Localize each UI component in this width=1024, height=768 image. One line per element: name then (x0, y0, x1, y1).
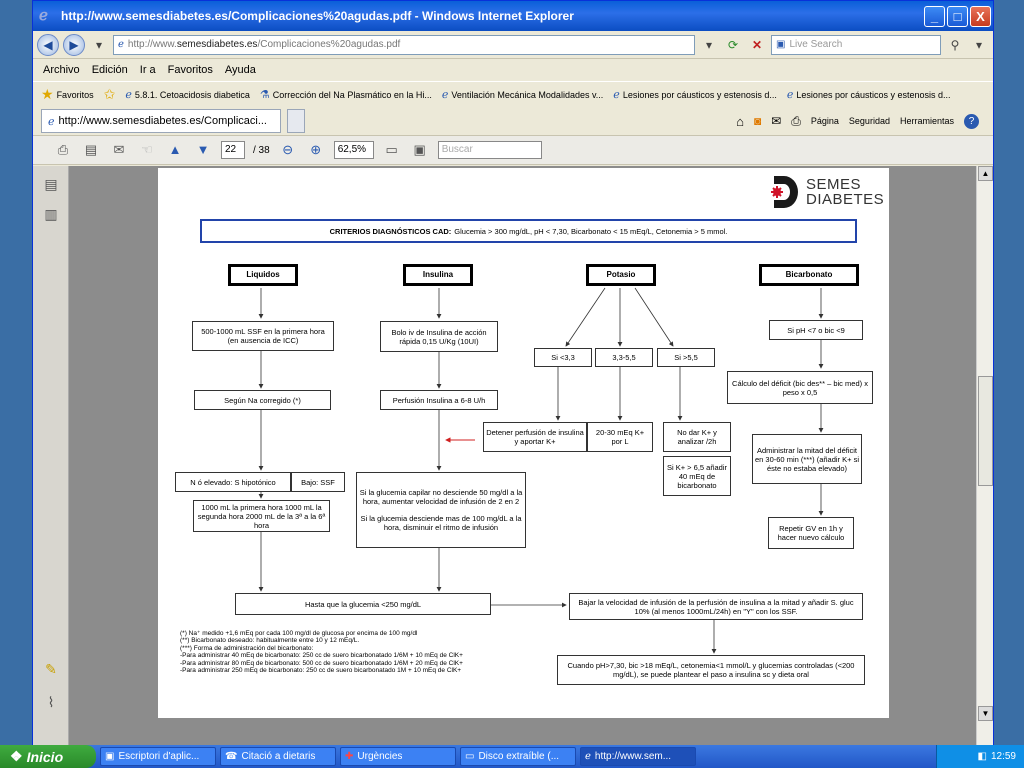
search-input[interactable] (771, 35, 941, 55)
page-icon: ℯ (613, 89, 620, 101)
back-icon[interactable]: ◀ (37, 34, 59, 56)
live-search-icon: ▣ (776, 39, 786, 50)
app-icon: ▣ (105, 751, 115, 762)
clock[interactable]: 12:59 (990, 751, 1016, 762)
pdf-search-input[interactable]: Buscar (438, 141, 542, 159)
taskbar-label: Escriptori d'aplic... (118, 751, 200, 762)
title-bar[interactable] (33, 1, 993, 31)
tools-menu[interactable]: Herramientas (899, 116, 954, 126)
fit-width-icon[interactable]: ▣ (413, 142, 426, 157)
scroll-thumb[interactable] (978, 376, 993, 486)
logo-line1: SEMES (806, 176, 862, 193)
insulina-step3a: Si la glucemia capilar no desciende 50 mg/dl a la hora, aumentar velocidad de infusión de 2 en 2 (359, 488, 523, 506)
taskbar (0, 745, 1024, 768)
refresh-icon[interactable]: ⟳ (727, 37, 739, 52)
hand-tool-icon[interactable]: ☜ (141, 142, 153, 157)
bicarbonato-step1: Si pH <7 o bic <9 (769, 320, 863, 340)
page-menu[interactable]: Página (810, 116, 839, 126)
save-icon[interactable]: ▤ (84, 142, 98, 157)
drive-icon: ▭ (465, 751, 475, 762)
insulina-step2: Perfusión Insulina a 6-8 U/h (380, 390, 498, 410)
criteria-text: Glucemia > 300 mg/dL, pH < 7,30, Bicarbonato < 15 mEq/L, Cetonemia > 5 mmol. (454, 226, 728, 236)
menu-archivo[interactable]: Archivo (43, 64, 80, 76)
zoom-out-icon[interactable]: ⊖ (282, 142, 294, 157)
favorites-label: Favoritos (56, 89, 94, 100)
desktop-right (995, 0, 1024, 745)
taskbar-label: Citació a dietaris (241, 751, 316, 762)
address-toolbar (33, 31, 993, 59)
command-bar (736, 114, 993, 129)
bicarbonato-step4: Repetir GV en 1h y hacer nuevo cálculo (768, 517, 854, 549)
fav-item-4[interactable] (613, 88, 777, 101)
header-insulina: Insulina (403, 264, 473, 286)
security-menu[interactable]: Seguridad (848, 116, 890, 126)
taskbar-label: Disco extraíble (... (478, 751, 560, 762)
pdf-toolbar (33, 135, 993, 165)
favorites-bar (33, 81, 993, 107)
help-icon[interactable]: ? (964, 114, 979, 129)
search-options-icon[interactable]: ▾ (975, 37, 983, 52)
fav-item-3[interactable] (442, 88, 603, 101)
liquidos-step2: Según Na corregido (*) (194, 390, 331, 410)
fit-page-icon[interactable]: ▭ (385, 142, 398, 157)
insulina-step3 (356, 472, 526, 548)
page-up-icon[interactable]: ▲ (168, 142, 182, 157)
menu-ayuda[interactable]: Ayuda (224, 64, 256, 76)
footnotes: (*) Na⁺ medido +1,6 mEq por cada 100 mg/dl de glucosa por encima de 100 mg/dl (**) Bicarbonato deseado: habitualmente entre 10 y 12 mEq/L. (***) Forma de administración del bicarbonato: -Para administrar 40 mEq de bicarbonato: 250 cc de suero bicarbonatado 1/6M + 10 mEq de ClK+ -Para administrar 80 mEq de bicarbonato: 500 cc de suero bicarbonatado 1/6M + 20 mEq de ClK+ -Para administrar 250 mEq de bicarbonato: 250 cc de suero bicarbonatado 1M + 10 mEq de ClK+ (180, 630, 463, 675)
start-label: Inicio (26, 748, 64, 765)
taskbar-label: Urgències (357, 751, 403, 762)
print-icon[interactable]: ⎙ (57, 142, 69, 157)
feeds-icon[interactable]: ◙ (753, 114, 762, 128)
fav-item-2[interactable] (260, 88, 432, 101)
taskbar-label: http://www.sem... (594, 751, 672, 762)
ie-icon: ℯ (39, 7, 48, 24)
menu-bar (33, 59, 993, 81)
potasio-low: Si <3,3 (534, 348, 592, 367)
ie-icon: ℯ (585, 751, 591, 762)
paperclip-icon[interactable]: ⌇ (47, 694, 55, 710)
tab-bar (33, 107, 993, 135)
tab-label: http://www.semesdiabetes.es/Complicaci... (58, 115, 267, 127)
potasio-bicarb-note: Si K+ > 6,5 añadir 40 mEq de bicarbonato (663, 456, 731, 496)
final-step: Cuando pH>7,30, bic >18 mEq/L, cetonemia<1 mmol/L y glucemias controladas (<200 mg/dL), se puede plantear el paso a insulina sc y dieta oral (557, 655, 865, 685)
potasio-action-mid: 20-30 mEq K+ por L (587, 422, 653, 452)
vertical-scrollbar[interactable] (976, 166, 993, 746)
email-icon[interactable]: ✉ (113, 142, 125, 157)
page-total: / 38 (253, 144, 270, 156)
zoom-in-icon[interactable]: ⊕ (310, 142, 322, 157)
insulina-step3b: Si la glucemia desciende mas de 100 mg/dL a la hora, disminuir el ritmo de infusión (360, 514, 522, 532)
attachments-icon[interactable]: ▥ (44, 206, 58, 222)
link-icon: ⚗ (259, 89, 270, 101)
address-dropdown-icon[interactable]: ▾ (705, 37, 713, 52)
page-number-input[interactable]: 22 (221, 141, 245, 159)
liquidos-elevated: N ó elevado: S hipotónico (175, 472, 291, 492)
header-liquidos: Liquidos (228, 264, 298, 286)
maximize-button[interactable]: □ (947, 6, 968, 27)
page-icon: ℯ (48, 115, 55, 128)
minimize-button[interactable]: _ (924, 6, 945, 27)
potasio-high: Si >5,5 (657, 348, 715, 367)
tab-current[interactable] (41, 109, 281, 133)
search-placeholder: Live Search (789, 39, 843, 50)
scroll-up-icon[interactable]: ▲ (978, 166, 993, 181)
history-dropdown-icon[interactable]: ▾ (95, 37, 103, 52)
taskbar-item-3[interactable] (340, 747, 456, 766)
taskbar-item-4[interactable] (460, 747, 576, 766)
potasio-action-high: No dar K+ y analizar /2h (663, 422, 731, 452)
fav-label: Corrección del Na Plasmático en la Hi... (272, 89, 432, 100)
tray-icon[interactable]: ◧ (977, 751, 987, 762)
url-prefix: http://www. (127, 39, 177, 50)
potasio-action-low: Detener perfusión de insulina y aportar K+ (483, 422, 587, 452)
favorites-button[interactable] (41, 86, 94, 103)
page-down-icon[interactable]: ▼ (196, 142, 210, 157)
pdf-viewer (33, 166, 993, 746)
fav-label: Lesiones por cáusticos y estenosis d... (796, 89, 951, 100)
menu-edicion[interactable]: Edición (91, 64, 128, 76)
pages-icon[interactable]: ▤ (44, 176, 58, 192)
navigation-pane (33, 166, 69, 746)
scroll-down-icon[interactable]: ▼ (978, 706, 993, 721)
taskbar-item-5[interactable] (580, 747, 696, 766)
print-icon[interactable]: ⎙ (791, 113, 801, 128)
cross-icon: ✚ (345, 751, 354, 762)
page-icon: ℯ (118, 39, 124, 50)
mail-icon[interactable]: ✉ (771, 114, 782, 128)
forward-icon[interactable]: ▶ (63, 34, 85, 56)
search-icon[interactable]: ⚲ (950, 37, 960, 52)
fav-item-1[interactable] (125, 88, 250, 101)
menu-ir-a[interactable]: Ir a (139, 64, 156, 76)
zoom-select[interactable]: 62,5% (334, 141, 374, 159)
bicarbonato-step3: Administrar la mitad del déficit en 30-60 min (***) (añadir K+ si éste no estaba elevado) (752, 434, 862, 484)
menu-favoritos[interactable]: Favoritos (167, 64, 213, 76)
home-icon[interactable]: ⌂ (736, 113, 744, 129)
bicarbonato-step2: Cálculo del déficit (bic des** – bic med) x peso x 0,5 (727, 371, 873, 404)
window-title: http://www.semesdiabetes.es/Complicaciones%20agudas.pdf - Windows Internet Explorer (61, 9, 574, 23)
fav-label: Ventilación Mecánica Modalidades v... (451, 89, 604, 100)
potasio-mid: 3,3-5,5 (595, 348, 653, 367)
liquidos-step1: 500-1000 mL SSF en la primera hora (en ausencia de ICC) (192, 321, 334, 351)
taskbar-item-2[interactable] (220, 747, 336, 766)
criteria-title: CRITERIOS DIAGNÓSTICOS CAD: (329, 226, 452, 236)
url-domain: semesdiabetes.es (176, 39, 258, 50)
address-input[interactable] (113, 35, 695, 55)
logo-line2: DIABETES (806, 191, 885, 208)
browser-window (32, 0, 994, 745)
liquidos-step3: 1000 mL la primera hora 1000 mL la segunda hora 2000 mL de la 3ª a la 6ª hora (193, 500, 330, 532)
stop-icon[interactable]: ✕ (751, 37, 763, 52)
start-button[interactable] (0, 745, 96, 768)
app-icon: ☎ (225, 751, 238, 762)
star-icon: ★ (41, 86, 54, 102)
new-tab-button[interactable] (287, 109, 305, 133)
windows-logo-icon: ❖ (10, 748, 23, 764)
liquidos-low: Bajo: SSF (291, 472, 345, 492)
desktop-left (0, 0, 32, 745)
fav-label: 5.8.1. Cetoacidosis diabetica (134, 89, 250, 100)
close-button[interactable]: X (970, 6, 991, 27)
page-icon: ℯ (441, 89, 449, 101)
glucemia-target: Hasta que la glucemia <250 mg/dL (235, 593, 491, 615)
header-bicarbonato: Bicarbonato (759, 264, 859, 286)
system-tray (936, 745, 1024, 768)
fav-label: Lesiones por cáusticos y estenosis d... (622, 89, 777, 100)
fav-item-5[interactable] (787, 88, 951, 101)
page-icon: ℯ (125, 89, 132, 101)
url-path: /Complicaciones%20agudas.pdf (257, 39, 401, 50)
page-icon: ℯ (786, 89, 794, 101)
add-favorite-icon[interactable]: ✩ (103, 86, 116, 102)
insulina-step1: Bolo iv de Insulina de acción rápida 0,15 U/Kg (10UI) (380, 321, 498, 352)
taskbar-item-1[interactable] (100, 747, 216, 766)
comments-icon[interactable]: ✎ (45, 661, 57, 677)
header-potasio: Potasio (586, 264, 656, 286)
reduce-infusion: Bajar la velocidad de infusión de la perfusión de insulina a la mitad y añadir S. gluc 10% (al menos 1000mL/24h) en "Y" con los SSF. (569, 593, 863, 620)
pdf-page (158, 168, 889, 718)
